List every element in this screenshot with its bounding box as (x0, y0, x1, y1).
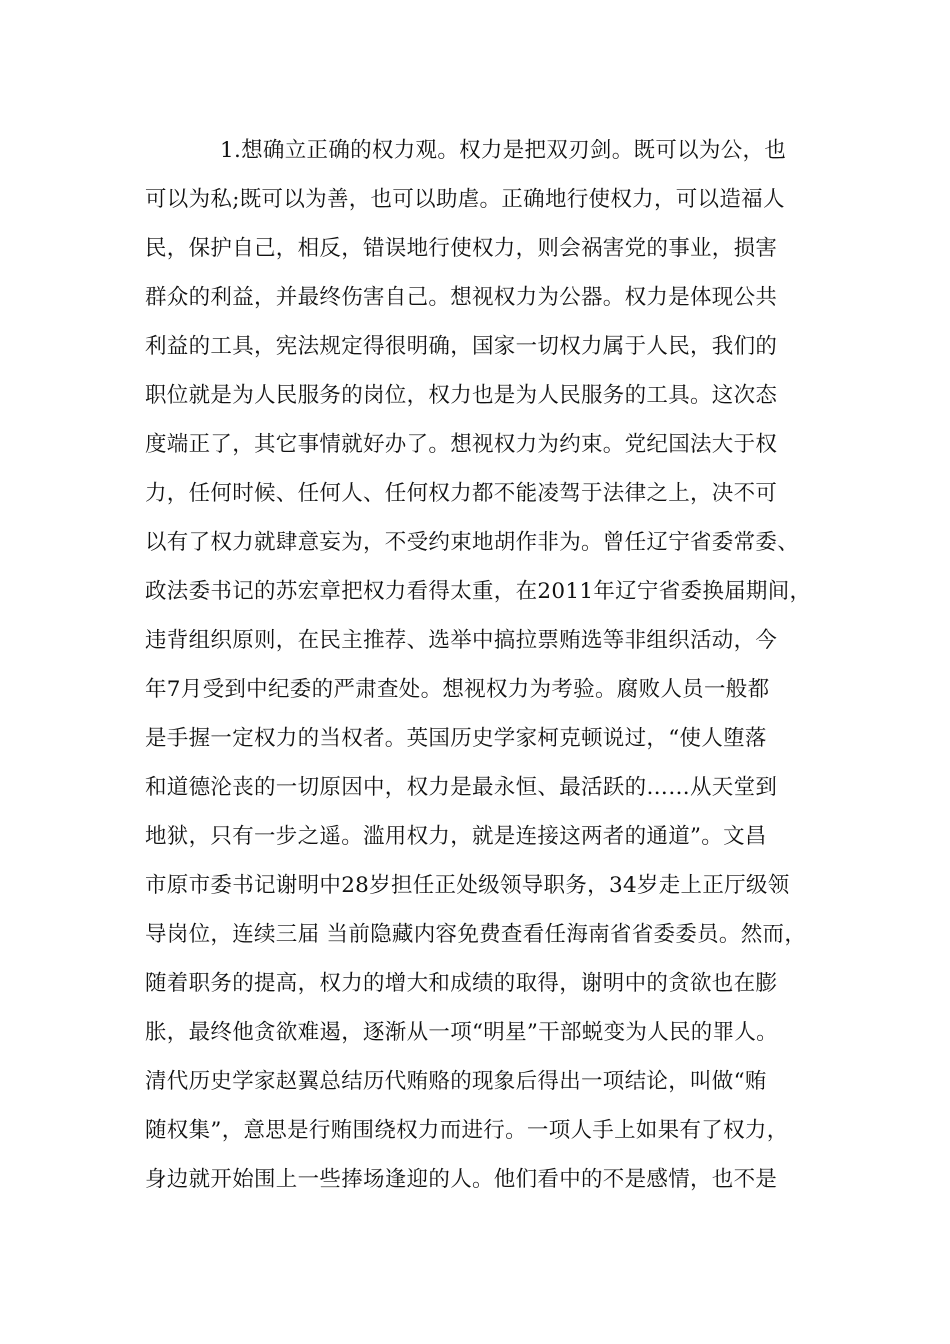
paragraph-line: 民，保护自己，相反，错误地行使权力，则会祸害党的事业，损害 (145, 236, 778, 261)
paragraph-line: 违背组织原则，在民主推荐、选举中搞拉票贿选等非组织活动，今 (145, 628, 778, 653)
paragraph-line: 可以为私;既可以为善，也可以助虐。正确地行使权力，可以造福人 (145, 187, 785, 212)
paragraph-line: 随权集”，意思是行贿围绕权力而进行。一项人手上如果有了权力， (145, 1118, 789, 1143)
paragraph-line: 群众的利益，并最终伤害自己。想视权力为公器。权力是体现公共 (145, 285, 778, 310)
paragraph-line: 度端正了，其它事情就好办了。想视权力为约束。党纪国法大于权 (145, 432, 778, 457)
paragraph-line: 身边就开始围上一些捧场逢迎的人。他们看中的不是感情，也不是 (145, 1167, 778, 1192)
paragraph-line: 和道德沦丧的一切原因中，权力是最永恒、最活跃的……从天堂到 (145, 775, 778, 800)
paragraph-line: 1.想确立正确的权力观。权力是把双刃剑。既可以为公，也 (220, 138, 787, 163)
paragraph-line: 市原市委书记谢明中28岁担任正处级领导职务，34岁走上正厅级领 (145, 873, 790, 898)
paragraph-line: 利益的工具，宪法规定得很明确，国家一切权力属于人民，我们的 (145, 334, 778, 359)
paragraph-line: 以有了权力就肆意妄为，不受约束地胡作非为。曾任辽宁省委常委、 (145, 530, 800, 555)
paragraph-line: 是手握一定权力的当权者。英国历史学家柯克顿说过，“使人堕落 (145, 726, 767, 751)
paragraph-line: 导岗位，连续三届 当前隐藏内容免费查看任海南省省委委员。然而， (145, 922, 807, 947)
paragraph-line: 年7月受到中纪委的严肃查处。想视权力为考验。腐败人员一般都 (145, 677, 770, 702)
paragraph-line: 清代历史学家赵翼总结历代贿赂的现象后得出一项结论，叫做“贿 (145, 1069, 767, 1094)
paragraph-line: 政法委书记的苏宏章把权力看得太重，在2011年辽宁省委换届期间， (145, 579, 812, 604)
paragraph-line: 胀，最终他贪欲难遏，逐渐从一项“明星”干部蜕变为人民的罪人。 (145, 1020, 778, 1045)
paragraph-line: 随着职务的提高，权力的增大和成绩的取得，谢明中的贪欲也在膨 (145, 971, 778, 996)
paragraph-line: 职位就是为人民服务的岗位，权力也是为人民服务的工具。这次态 (145, 383, 778, 408)
paragraph-line: 力，任何时候、任何人、任何权力都不能凌驾于法律之上，决不可 (145, 481, 778, 506)
paragraph-line: 地狱，只有一步之遥。滥用权力，就是连接这两者的通道”。文昌 (145, 824, 767, 849)
